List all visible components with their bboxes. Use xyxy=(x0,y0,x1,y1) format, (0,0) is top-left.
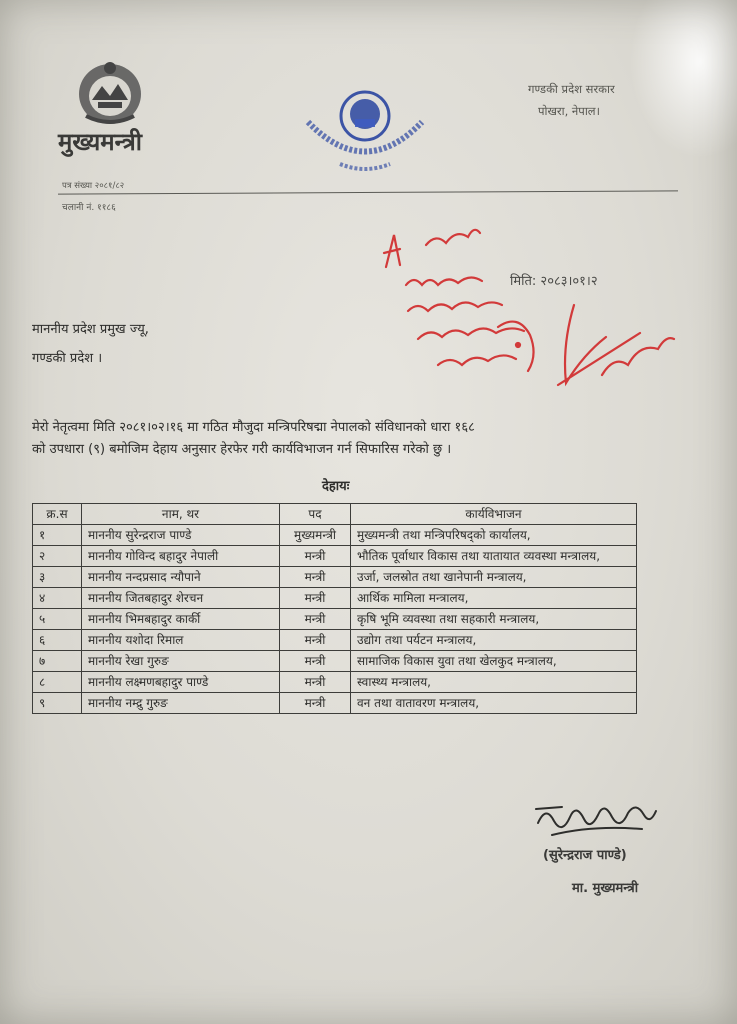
body-text-line-1: मेरो नेतृत्वमा मिति २०८१।०२।१६ मा गठित मौजुदा मन्त्रिपरिषद्मा नेपालको संविधानको धारा १६८ xyxy=(32,420,475,435)
signatory-title: मा. मुख्यमन्त्री xyxy=(572,881,639,896)
table-row xyxy=(33,651,637,672)
cabinet-allocation-table xyxy=(32,503,637,714)
government-name: गण्डकी प्रदेश सरकार xyxy=(528,82,615,96)
cell-serial: ८ xyxy=(33,672,82,693)
red-handwritten-annotation xyxy=(378,215,678,400)
reference-number: पत्र संख्या २०८१/८२ xyxy=(62,181,125,191)
cell-serial: ६ xyxy=(33,630,82,651)
handwritten-signature xyxy=(532,795,662,843)
col-header-portfolio: कार्यविभाजन xyxy=(351,504,637,525)
cell-name: माननीय रेखा गुरुङ xyxy=(82,651,280,672)
letter-date: मिति: २०८३।०१।२ xyxy=(510,274,598,289)
table-row xyxy=(33,630,637,651)
recipient-line-1: माननीय प्रदेश प्रमुख ज्यू, xyxy=(32,322,149,337)
cell-serial: ३ xyxy=(33,567,82,588)
dispatch-number: चलानी नं. ११८६ xyxy=(62,203,116,213)
cell-portfolio: आर्थिक मामिला मन्त्रालय, xyxy=(351,588,637,609)
cell-position: मुख्यमन्त्री xyxy=(280,525,351,546)
cell-serial: ७ xyxy=(33,651,82,672)
government-location: पोखरा, नेपाल। xyxy=(538,104,600,118)
table-row xyxy=(33,567,637,588)
cell-serial: ४ xyxy=(33,588,82,609)
table-row xyxy=(33,693,637,714)
cell-serial: १ xyxy=(33,525,82,546)
cell-position: मन्त्री xyxy=(280,546,351,567)
nepal-emblem-logo xyxy=(72,56,148,128)
annex-title: देहायः xyxy=(322,479,350,494)
cell-position: मन्त्री xyxy=(280,693,351,714)
header-divider xyxy=(58,190,678,194)
cell-name: माननीय नन्दप्रसाद न्यौपाने xyxy=(82,567,280,588)
office-title: मुख्यमन्त्री xyxy=(58,128,142,156)
cell-name: माननीय सुरेन्द्रराज पाण्डे xyxy=(82,525,280,546)
cabinet-table-container xyxy=(32,503,637,714)
cell-portfolio: स्वास्थ्य मन्त्रालय, xyxy=(351,672,637,693)
cell-name: माननीय लक्ष्मणबहादुर पाण्डे xyxy=(82,672,280,693)
table-row xyxy=(33,546,637,567)
cell-name: माननीय यशोदा रिमाल xyxy=(82,630,280,651)
cell-name: माननीय गोविन्द बहादुर नेपाली xyxy=(82,546,280,567)
col-header-serial: क्र.स xyxy=(33,504,82,525)
body-text-line-2: को उपधारा (९) बमोजिम देहाय अनुसार हेरफेर गरी कार्यविभाजन गर्न सिफारिस गरेको छु । xyxy=(32,442,452,457)
cell-name: माननीय भिमबहादुर कार्की xyxy=(82,609,280,630)
cell-position: मन्त्री xyxy=(280,609,351,630)
cell-portfolio: मुख्यमन्त्री तथा मन्त्रिपरिषद्को कार्यालय, xyxy=(351,525,637,546)
cell-serial: ९ xyxy=(33,693,82,714)
cell-portfolio: उर्जा, जलस्रोत तथा खानेपानी मन्त्रालय, xyxy=(351,567,637,588)
recipient-line-2: गण्डकी प्रदेश । xyxy=(32,351,103,366)
cell-portfolio: कृषि भूमि व्यवस्था तथा सहकारी मन्त्रालय, xyxy=(351,609,637,630)
cell-name: माननीय नम्द्रु गुरुङ xyxy=(82,693,280,714)
table-row xyxy=(33,525,637,546)
table-header-row xyxy=(33,504,637,525)
cell-portfolio: भौतिक पूर्वाधार विकास तथा यातायात व्यवस्था मन्त्रालय, xyxy=(351,546,637,567)
signatory-name: (सुरेन्द्रराज पाण्डे) xyxy=(543,848,627,863)
cell-serial: २ xyxy=(33,546,82,567)
table-row xyxy=(33,609,637,630)
cell-position: मन्त्री xyxy=(280,630,351,651)
cell-position: मन्त्री xyxy=(280,651,351,672)
table-row xyxy=(33,588,637,609)
cell-portfolio: उद्योग तथा पर्यटन मन्त्रालय, xyxy=(351,630,637,651)
cell-position: मन्त्री xyxy=(280,588,351,609)
cell-serial: ५ xyxy=(33,609,82,630)
table-row xyxy=(33,672,637,693)
cell-portfolio: सामाजिक विकास युवा तथा खेलकुद मन्त्रालय, xyxy=(351,651,637,672)
col-header-position: पद xyxy=(280,504,351,525)
cell-position: मन्त्री xyxy=(280,672,351,693)
cell-portfolio: वन तथा वातावरण मन्त्रालय, xyxy=(351,693,637,714)
provincial-seal-stamp xyxy=(300,86,430,178)
cell-name: माननीय जितबहादुर शेरचन xyxy=(82,588,280,609)
cell-position: मन्त्री xyxy=(280,567,351,588)
col-header-name: नाम, थर xyxy=(82,504,280,525)
